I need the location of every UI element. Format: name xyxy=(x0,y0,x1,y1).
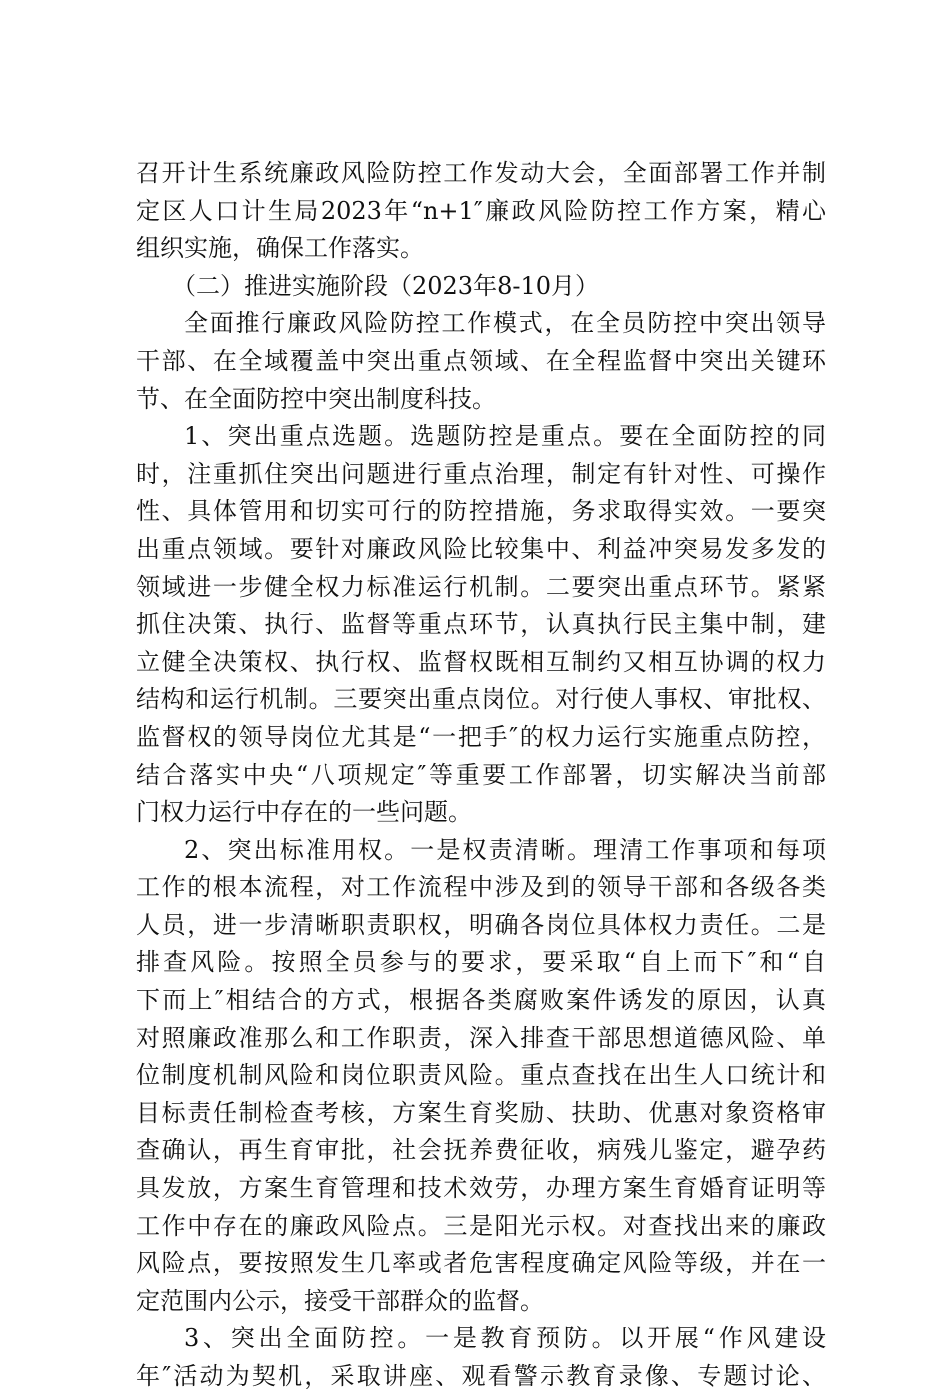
text-line: 2、突出标准用权。一是权责清晰。理清工作事项和每项 xyxy=(184,835,826,864)
paragraph-full-prevention xyxy=(136,1320,826,1395)
text-line: 人员，进一步清晰职责职权，明确各岗位具体权力责任。二是 xyxy=(136,910,826,939)
text-line: 召开计生系统廉政风险防控工作发动大会，全面部署工作并制 xyxy=(136,159,826,187)
text-line: 排查风险。按照全员参与的要求，要采取“自上而下″和“自 xyxy=(136,948,826,977)
text-line: 结构和运行机制。三要突出重点岗位。对行使人事权、审批权、 xyxy=(136,685,826,714)
text-line: 风险点，要按照发生几率或者危害程度确定风险等级，并在一 xyxy=(136,1249,826,1278)
text-line: 定范围内公示，接受干部群众的监督。 xyxy=(136,1286,544,1315)
paragraph-standard-power xyxy=(136,832,826,1321)
text-line: 立健全决策权、执行权、监督权既相互制约又相互协调的权力 xyxy=(136,647,826,676)
text-line: 全面推行廉政风险防控工作模式，在全员防控中突出领导 xyxy=(184,309,826,338)
text-line: 节、在全面防控中突出制度科技。 xyxy=(136,384,496,413)
text-line: 组织实施，确保工作落实。 xyxy=(136,234,424,263)
text-line: 门权力运行中存在的一些问题。 xyxy=(136,798,472,827)
paragraph-key-topics xyxy=(136,418,826,832)
text-line: 年″活动为契机，采取讲座、观看警示教育录像、专题讨论、 xyxy=(136,1362,826,1390)
text-line: 性、具体管用和切实可行的防控措施，务求取得实效。一要突 xyxy=(136,497,826,526)
text-line: 抓住决策、执行、监督等重点环节，认真执行民主集中制，建 xyxy=(136,610,826,639)
text-line: 位制度机制风险和岗位职责风险。重点查找在出生人口统计和 xyxy=(136,1061,826,1090)
text-line: 结合落实中央“八项规定″等重要工作部署，切实解决当前部 xyxy=(136,760,826,789)
text-line: 3、突出全面防控。一是教育预防。以开展“作风建设 xyxy=(184,1324,826,1353)
text-line: 监督权的领导岗位尤其是“一把手″的权力运行实施重点防控， xyxy=(136,722,826,751)
text-line: 定区人口计生局2023年“n+1″廉政风险防控工作方案，精心 xyxy=(136,196,826,225)
text-line: 工作中存在的廉政风险点。三是阳光示权。对查找出来的廉政 xyxy=(136,1211,826,1240)
paragraph-work-mode xyxy=(136,305,826,418)
text-line: 出重点领域。要针对廉政风险比较集中、利益冲突易发多发的 xyxy=(136,534,826,563)
section-heading-implementation-stage xyxy=(136,268,826,306)
text-line: 1、突出重点选题。选题防控是重点。要在全面防控的同 xyxy=(184,422,826,451)
text-line: 对照廉政准那么和工作职责，深入排查干部思想道德风险、单 xyxy=(136,1023,826,1052)
paragraph-deployment xyxy=(136,155,826,268)
text-line: 查确认，再生育审批，社会抚养费征收，病残儿鉴定，避孕药 xyxy=(136,1136,826,1165)
text-line: 领域进一步健全权力标准运行机制。二要突出重点环节。紧紧 xyxy=(136,572,826,601)
text-line: 下而上″相结合的方式，根据各类腐败案件诱发的原因，认真 xyxy=(136,986,826,1015)
text-line: 干部、在全域覆盖中突出重点领域、在全程监督中突出关键环 xyxy=(136,346,826,375)
text-line: 具发放，方案生育管理和技术效劳，办理方案生育婚育证明等 xyxy=(136,1174,826,1203)
document-page xyxy=(136,155,826,1396)
heading-line: （二）推进实施阶段（2023年8-10月） xyxy=(172,271,599,300)
text-line: 工作的根本流程，对工作流程中涉及到的领导干部和各级各类 xyxy=(136,873,826,902)
text-line: 时，注重抓住突出问题进行重点治理，制定有针对性、可操作 xyxy=(136,459,826,488)
text-line: 目标责任制检查考核，方案生育奖励、扶助、优惠对象资格审 xyxy=(136,1098,826,1127)
